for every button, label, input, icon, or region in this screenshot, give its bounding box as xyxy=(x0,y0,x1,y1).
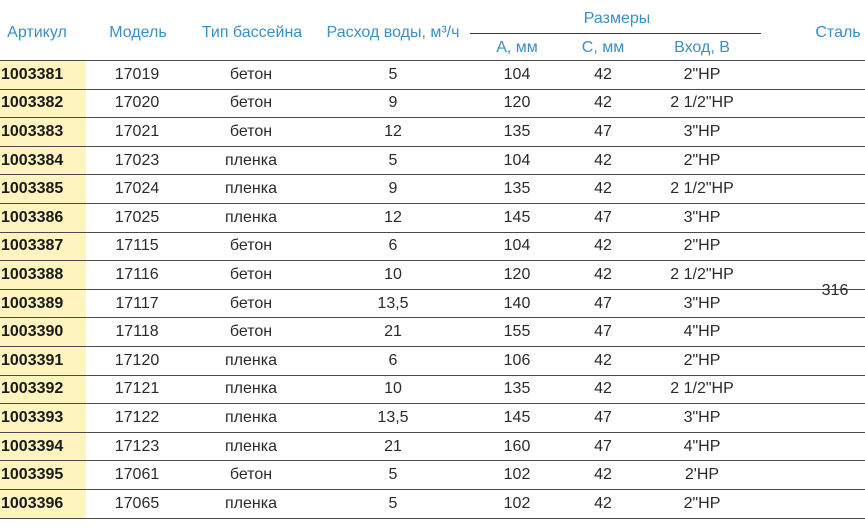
cell-a: 135 xyxy=(503,122,531,140)
cell-article: 1003386 xyxy=(0,204,86,232)
cell-pool-type: бетон xyxy=(229,265,273,283)
cell-flow: 5 xyxy=(388,466,398,484)
cell-c: 47 xyxy=(594,294,612,312)
cell-c: 42 xyxy=(594,380,612,398)
cell-article: 1003388 xyxy=(0,261,86,289)
cell-inlet: 2'НР xyxy=(684,466,720,484)
cell-pool-type: бетон xyxy=(229,323,273,341)
header-model: Модель xyxy=(109,24,167,41)
cell-a: 104 xyxy=(503,151,531,169)
table-row xyxy=(0,461,865,490)
cell-c: 42 xyxy=(594,180,612,198)
cell-article: 1003396 xyxy=(0,490,86,518)
cell-c: 42 xyxy=(594,466,612,484)
cell-article: 1003394 xyxy=(0,433,86,461)
cell-article: 1003391 xyxy=(0,347,86,375)
cell-pool-type: бетон xyxy=(229,122,273,140)
cell-article: 1003387 xyxy=(0,233,86,261)
cell-a: 102 xyxy=(503,494,531,512)
cell-c: 47 xyxy=(594,408,612,426)
table-row xyxy=(0,233,865,262)
table-row xyxy=(0,404,865,433)
cell-inlet: 4"НР xyxy=(683,323,721,341)
cell-a: 135 xyxy=(503,380,531,398)
cell-pool-type: пленка xyxy=(225,180,277,198)
cell-c: 42 xyxy=(594,237,612,255)
cell-flow: 5 xyxy=(388,151,398,169)
cell-a: 102 xyxy=(503,466,531,484)
cell-c: 47 xyxy=(594,437,612,455)
cell-c: 42 xyxy=(594,65,612,83)
cell-article: 1003382 xyxy=(0,90,86,118)
cell-c: 42 xyxy=(594,494,612,512)
table-row xyxy=(0,376,865,405)
cell-model: 17115 xyxy=(115,237,159,255)
cell-flow: 9 xyxy=(388,180,398,198)
cell-flow: 21 xyxy=(384,437,402,455)
cell-model: 17024 xyxy=(114,180,160,198)
cell-c: 42 xyxy=(594,351,612,369)
cell-pool-type: бетон xyxy=(229,65,273,83)
table-row xyxy=(0,261,865,290)
cell-a: 104 xyxy=(503,237,531,255)
cell-c: 42 xyxy=(594,265,612,283)
table-row xyxy=(0,204,865,233)
cell-model: 17116 xyxy=(115,265,159,283)
cell-flow: 13,5 xyxy=(377,294,409,312)
header-steel: Сталь xyxy=(815,24,861,41)
cell-model: 17120 xyxy=(114,351,160,369)
cell-inlet: 2"НР xyxy=(683,494,721,512)
table-row xyxy=(0,290,865,319)
cell-inlet: 2"НР xyxy=(683,65,721,83)
header-article: Артикул xyxy=(7,24,67,41)
dimensions-divider xyxy=(470,33,761,34)
cell-model: 17122 xyxy=(114,408,160,426)
cell-inlet: 4"НР xyxy=(683,437,721,455)
cell-flow: 10 xyxy=(384,265,402,283)
cell-article: 1003392 xyxy=(0,376,86,404)
cell-inlet: 2"НР xyxy=(683,151,721,169)
cell-a: 106 xyxy=(503,351,531,369)
cell-c: 42 xyxy=(594,151,612,169)
table-row xyxy=(0,147,865,176)
table-row xyxy=(0,347,865,376)
table-row xyxy=(0,61,865,90)
cell-pool-type: пленка xyxy=(225,208,277,226)
cell-flow: 5 xyxy=(388,65,398,83)
cell-flow: 5 xyxy=(388,494,398,512)
table-row xyxy=(0,318,865,347)
cell-pool-type: бетон xyxy=(229,237,273,255)
cell-model: 17023 xyxy=(114,151,160,169)
cell-flow: 12 xyxy=(384,208,402,226)
table-row xyxy=(0,90,865,119)
cell-inlet: 2 1/2"НР xyxy=(670,180,734,198)
cell-model: 17118 xyxy=(115,323,159,341)
cell-flow: 6 xyxy=(388,237,398,255)
cell-inlet: 3"НР xyxy=(683,408,721,426)
cell-flow: 12 xyxy=(384,122,402,140)
cell-model: 17123 xyxy=(114,437,160,455)
table-row xyxy=(0,490,865,519)
cell-a: 160 xyxy=(503,437,531,455)
cell-a: 145 xyxy=(503,408,531,426)
steel-value: 316 xyxy=(821,282,849,299)
cell-model: 17121 xyxy=(114,380,160,398)
header-a-mm: А, мм xyxy=(496,39,538,56)
cell-pool-type: бетон xyxy=(229,294,273,312)
header-dimensions: Размеры xyxy=(583,10,651,27)
cell-model: 17065 xyxy=(114,494,160,512)
cell-a: 145 xyxy=(503,208,531,226)
cell-flow: 6 xyxy=(388,351,398,369)
cell-model: 17019 xyxy=(114,65,160,83)
cell-model: 17025 xyxy=(114,208,160,226)
cell-inlet: 3"НР xyxy=(683,122,721,140)
cell-article: 1003384 xyxy=(0,147,86,175)
cell-article: 1003389 xyxy=(0,290,86,318)
cell-flow: 21 xyxy=(384,323,402,341)
cell-c: 47 xyxy=(594,122,612,140)
cell-a: 155 xyxy=(503,323,531,341)
cell-inlet: 2"НР xyxy=(683,351,721,369)
cell-c: 47 xyxy=(594,323,612,341)
cell-pool-type: бетон xyxy=(229,466,273,484)
cell-article: 1003385 xyxy=(0,175,86,203)
cell-a: 120 xyxy=(503,265,531,283)
cell-article: 1003381 xyxy=(0,61,86,89)
cell-model: 17117 xyxy=(115,294,159,312)
cell-c: 47 xyxy=(594,208,612,226)
cell-article: 1003395 xyxy=(0,461,86,489)
table-row xyxy=(0,118,865,147)
table-row xyxy=(0,433,865,462)
cell-pool-type: пленка xyxy=(225,437,277,455)
cell-pool-type: пленка xyxy=(225,494,277,512)
header-flow: Расход воды, м³/ч xyxy=(326,24,460,41)
cell-inlet: 2 1/2"НР xyxy=(670,94,734,112)
cell-c: 42 xyxy=(594,94,612,112)
cell-flow: 9 xyxy=(388,94,398,112)
cell-article: 1003383 xyxy=(0,118,86,146)
cell-pool-type: пленка xyxy=(225,351,277,369)
cell-model: 17021 xyxy=(114,122,160,140)
table-body xyxy=(0,61,865,519)
header-pool-type: Тип бассейна xyxy=(201,24,303,41)
cell-flow: 10 xyxy=(384,380,402,398)
cell-a: 104 xyxy=(503,65,531,83)
cell-flow: 13,5 xyxy=(377,408,409,426)
cell-a: 135 xyxy=(503,180,531,198)
table-row xyxy=(0,175,865,204)
cell-inlet: 2"НР xyxy=(683,237,721,255)
cell-article: 1003390 xyxy=(0,318,86,346)
cell-model: 17061 xyxy=(114,466,160,484)
cell-pool-type: бетон xyxy=(229,94,273,112)
cell-inlet: 2 1/2"НР xyxy=(670,380,734,398)
header-inlet: Вход, В xyxy=(674,39,730,56)
cell-inlet: 3"НР xyxy=(683,208,721,226)
cell-model: 17020 xyxy=(114,94,160,112)
cell-pool-type: пленка xyxy=(225,380,277,398)
cell-a: 140 xyxy=(503,294,531,312)
cell-pool-type: пленка xyxy=(225,151,277,169)
cell-inlet: 3"НР xyxy=(683,294,721,312)
cell-inlet: 2 1/2"НР xyxy=(670,265,734,283)
header-c-mm: С, мм xyxy=(581,39,625,56)
cell-pool-type: пленка xyxy=(225,408,277,426)
cell-article: 1003393 xyxy=(0,404,86,432)
cell-a: 120 xyxy=(503,94,531,112)
